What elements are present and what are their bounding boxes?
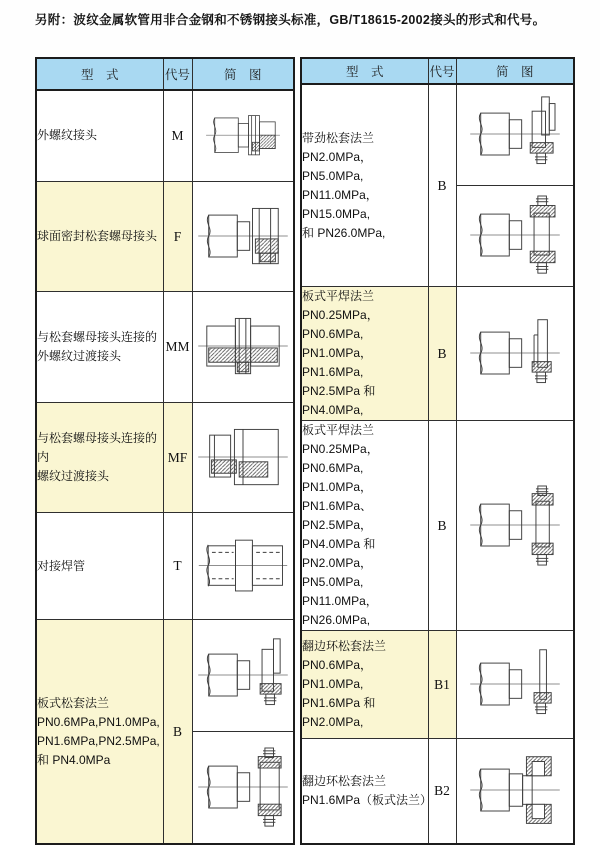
fitting-diagram-male-thread: [195, 103, 291, 169]
type-cell: [301, 421, 428, 631]
header-row: [36, 58, 294, 90]
diagram-cell: [192, 292, 294, 403]
type-line: PN2.0MPa，PN5.0MPa,: [302, 556, 373, 589]
type-line: PN1.0MPa，PN1.6MPa,: [302, 346, 373, 379]
fitting-diagram-union-female: [195, 418, 291, 498]
table-row: [301, 84, 574, 186]
fitting-diagram-weld-flange-a: [467, 314, 563, 394]
fitting-diagram-neck-flange-b: [467, 196, 563, 276]
type-line: PN1.6MPa,PN2.5MPa,: [37, 733, 160, 748]
fitting-diagram-plate-flange-a: [195, 636, 291, 716]
type-line: 球面密封松套螺母接头: [37, 229, 158, 244]
type-line: 翻边环松套法兰: [302, 774, 387, 788]
type-line: 外螺纹接头: [37, 128, 98, 143]
document-title: 另附：波纹金属软管用非合金钢和不锈钢接头标准，GB/T18615-2002接头的形式和代号。: [35, 13, 546, 27]
type-line: PN0.6MPa,PN1.0MPa,: [37, 714, 160, 729]
table-row: [301, 421, 574, 631]
type-line: 翻边环松套法兰: [302, 639, 387, 653]
type-line: PN2.0MPa，PN5.0MPa,: [302, 149, 373, 183]
type-line: PN2.5MPa，PN4.0MPa 和: [302, 518, 376, 551]
code-cell: B: [428, 421, 456, 631]
type-cell: [301, 631, 428, 739]
diagram-cell: [192, 513, 294, 620]
code-cell: F: [163, 181, 192, 292]
type-line: PN1.6MPa（板式法兰）: [302, 793, 433, 807]
type-cell: [36, 402, 163, 513]
fitting-diagram-lap-flange-a: [467, 645, 563, 725]
tables-container: [35, 57, 575, 845]
table-row: [36, 402, 294, 513]
column-header: 代号: [163, 58, 192, 90]
table-row: [36, 513, 294, 620]
code-cell: B1: [428, 631, 456, 739]
table-row: [36, 620, 294, 732]
type-line: 螺纹过渡接头: [37, 469, 110, 484]
column-header: 简 图: [192, 58, 294, 90]
type-line: PN1.0MPa，PN1.6MPa、: [302, 480, 373, 513]
type-line: PN1.6MPa 和 PN2.0MPa,: [302, 696, 376, 729]
diagram-cell: [456, 631, 574, 739]
fitting-diagram-nipple: [195, 307, 291, 387]
type-line: 对接焊管: [37, 558, 86, 573]
type-line: 外螺纹过渡接头: [37, 349, 122, 364]
fitting-diagram-weld-flange-b: [467, 486, 563, 566]
code-cell: MF: [163, 402, 192, 513]
code-cell: B: [428, 287, 456, 421]
fitting-diagram-lap-flange-b: [467, 751, 563, 831]
type-cell: [301, 84, 428, 287]
type-cell: [36, 620, 163, 844]
code-cell: MM: [163, 292, 192, 403]
type-cell: [36, 181, 163, 292]
diagram-cell: [192, 732, 294, 844]
code-cell: B2: [428, 739, 456, 845]
code-cell: M: [163, 90, 192, 182]
diagram-cell: [456, 739, 574, 845]
type-line: PN0.25MPa，PN0.6MPa,: [302, 308, 379, 341]
type-cell: [36, 90, 163, 182]
header-row: [301, 58, 574, 84]
type-line: 和 PN4.0MPa: [37, 752, 111, 767]
column-header: 型 式: [301, 58, 428, 84]
table-row: [301, 739, 574, 845]
fitting-diagram-neck-flange-a: [467, 95, 563, 175]
type-cell: [301, 739, 433, 845]
diagram-cell: [192, 181, 294, 292]
diagram-cell: [456, 421, 574, 631]
diagram-cell: [456, 186, 574, 287]
type-line: 板式平焊法兰: [302, 289, 375, 303]
column-header: 代号: [428, 58, 456, 84]
type-line: 与松套螺母接头连接的: [37, 330, 158, 345]
diagram-cell: [456, 287, 574, 421]
code-cell: B: [428, 84, 456, 287]
type-line: PN11.0MPa，PN15.0MPa,: [302, 187, 378, 221]
diagram-cell: [192, 402, 294, 513]
table-row: [301, 287, 574, 421]
column-header: 简 图: [456, 58, 574, 84]
type-line: 和 PN26.0MPa,: [302, 225, 386, 240]
table-row: [301, 631, 574, 739]
type-cell: [36, 292, 163, 403]
type-cell: [36, 513, 163, 620]
fitting-diagram-butt-weld: [195, 527, 291, 606]
type-line: 板式松套法兰: [37, 695, 110, 710]
table-row: [36, 292, 294, 403]
diagram-cell: [192, 90, 294, 182]
type-line: PN0.25MPa，PN0.6MPa,: [302, 442, 379, 475]
table-row: [36, 181, 294, 292]
type-line: 带劲松套法兰: [302, 130, 375, 145]
fitting-table-left: [35, 57, 295, 845]
type-line: PN11.0MPa，PN26.0MPa,: [302, 594, 378, 627]
type-line: 板式平焊法兰: [302, 423, 375, 437]
type-line: 与松套螺母接头连接的内: [37, 431, 158, 465]
fitting-diagram-plate-flange-b: [195, 748, 291, 828]
diagram-cell: [192, 620, 294, 732]
diagram-cell: [456, 84, 574, 186]
table-row: [36, 90, 294, 182]
code-cell: B: [163, 620, 192, 844]
type-line: PN2.5MPa 和 PN4.0MPa,: [302, 384, 376, 417]
type-cell: [301, 287, 428, 421]
type-line: PN0.6MPa，PN1.0MPa,: [302, 658, 373, 691]
fitting-diagram-swivel-nut: [195, 197, 291, 277]
code-cell: T: [163, 513, 192, 620]
fitting-table-right: [300, 57, 575, 845]
column-header: 型 式: [36, 58, 163, 90]
